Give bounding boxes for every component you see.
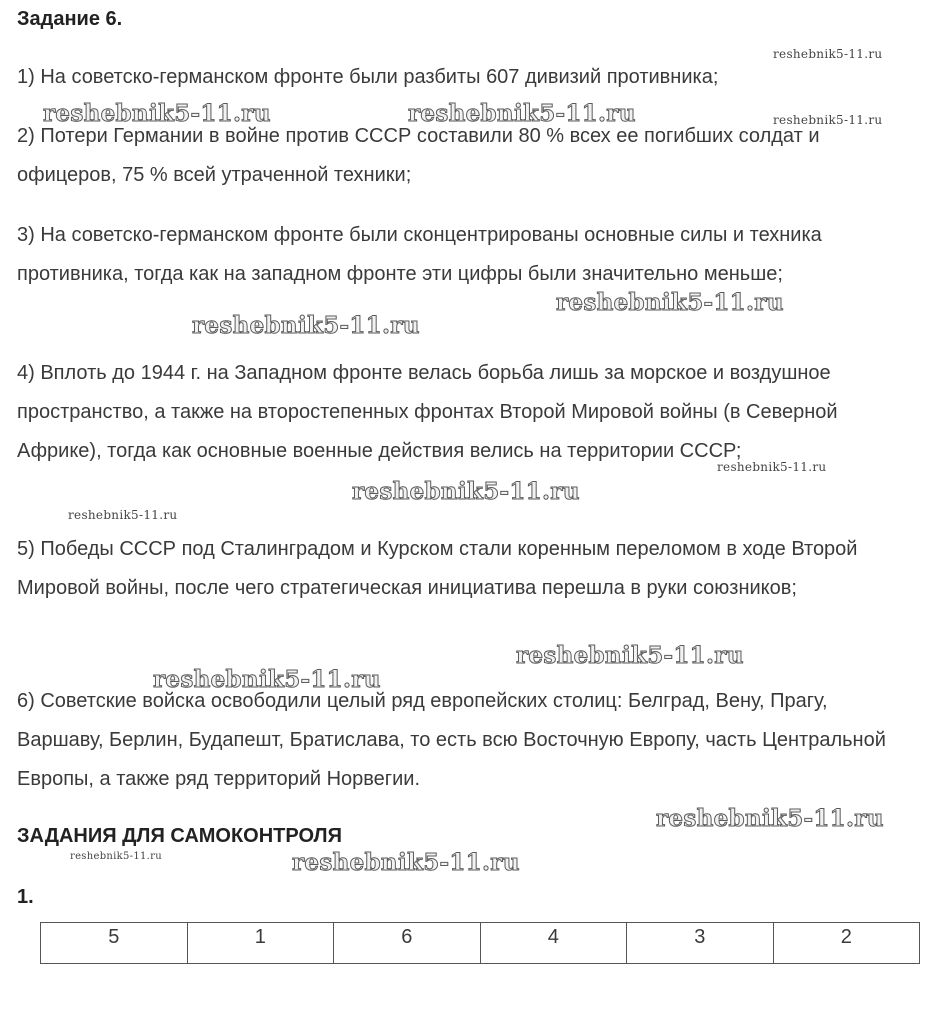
watermark: reshebnik5-11.ru (408, 100, 636, 127)
paragraph-4: 4) Вплоть до 1944 г. на Западном фронте велась борьба лишь за морское и воздушное пространство, а также на второстепенных фронтах Второй Мировой войны (в Северной Африке), тогда как основные военные действия велись на территории СССР; (17, 362, 838, 462)
task-title: Задание 6. (17, 8, 123, 30)
watermark: reshebnik5-11.ru (516, 642, 744, 669)
watermark: reshebnik5-11.ru (656, 805, 884, 832)
paragraph-6: 6) Советские войска освободили целый ряд европейских столиц: Белград, Вену, Прагу, Варшаву, Берлин, Будапешт, Братислава, то есть всю Восточную Европу, часть Центральной Европы, а также ряд территорий Норвегии. (17, 690, 886, 790)
watermark: reshebnik5-11.ru (773, 113, 883, 127)
answer-table (40, 922, 920, 964)
answer-cell: 4 (480, 923, 627, 964)
watermark: reshebnik5-11.ru (773, 47, 883, 61)
paragraph-2: 2) Потери Германии в войне против СССР составили 80 % всех ее погибших солдат и офицеров, 75 % всей утраченной техники; (17, 125, 820, 186)
watermark: reshebnik5-11.ru (192, 312, 420, 339)
watermark: reshebnik5-11.ru (292, 849, 520, 876)
watermark: reshebnik5-11.ru (68, 508, 178, 522)
paragraph-5: 5) Победы СССР под Сталинградом и Курском стали коренным переломом в ходе Второй Мировой войны, после чего стратегическая инициатива перешла в руки союзников; (17, 538, 858, 599)
section-title: ЗАДАНИЯ ДЛЯ САМОКОНТРОЛЯ (17, 825, 342, 847)
paragraph-1: 1) На советско-германском фронте были разбиты 607 дивизий противника; (17, 66, 719, 88)
watermark: reshebnik5-11.ru (556, 289, 784, 316)
watermark: reshebnik5-11.ru (153, 666, 381, 693)
watermark: reshebnik5-11.ru (352, 478, 580, 505)
answer-cell: 3 (627, 923, 774, 964)
answer-row (41, 923, 920, 964)
answer-cell: 5 (41, 923, 188, 964)
paragraph-3: 3) На советско-германском фронте были сконцентрированы основные силы и техника противника, тогда как на западном фронте эти цифры были значительно меньше; (17, 224, 822, 285)
task-number: 1. (17, 886, 34, 908)
answer-cell: 6 (334, 923, 481, 964)
watermark: reshebnik5-11.ru (43, 100, 271, 127)
watermark: reshebnik5-11.ru (717, 460, 827, 474)
answer-cell: 2 (773, 923, 920, 964)
answer-cell: 1 (187, 923, 334, 964)
watermark: reshebnik5-11.ru (70, 851, 162, 862)
